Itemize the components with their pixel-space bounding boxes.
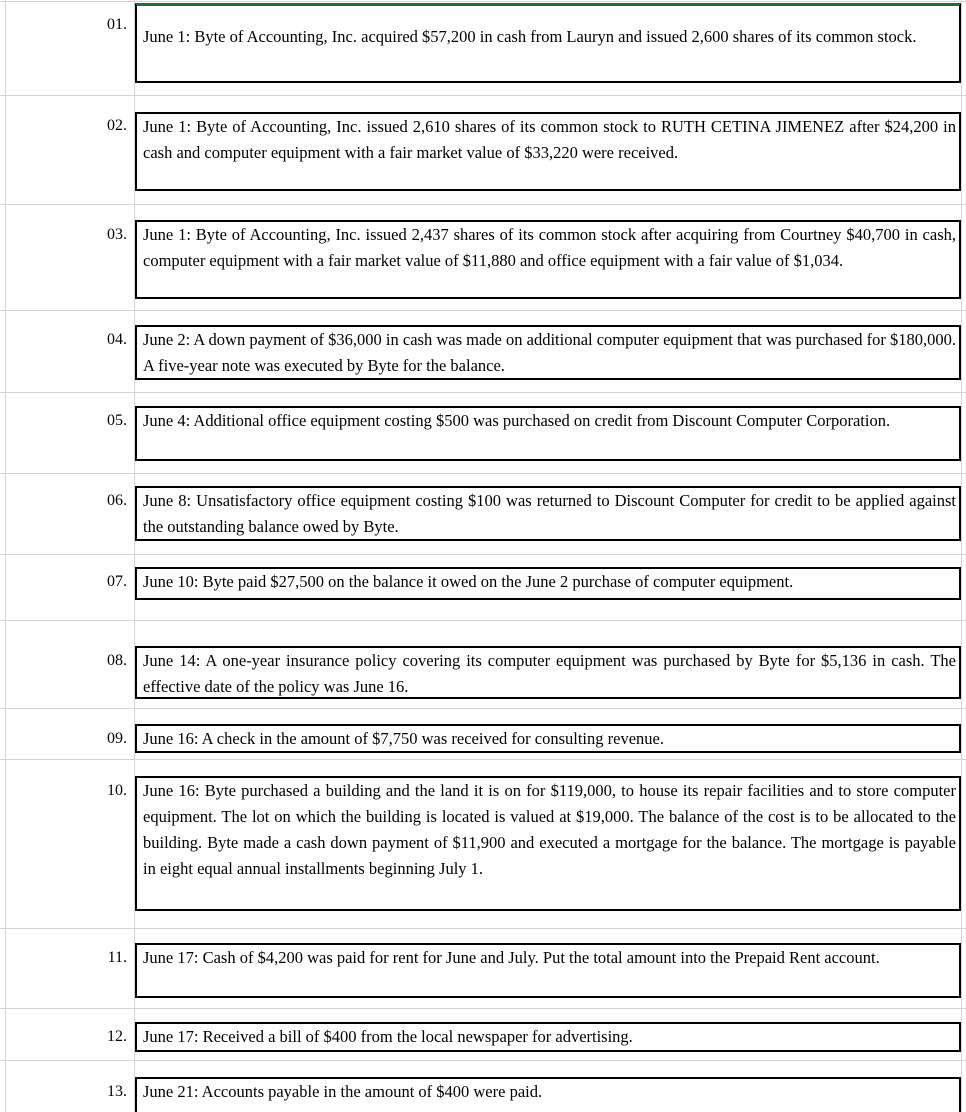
item-number: 11.	[107, 949, 127, 966]
item-text[interactable]: June 1: Byte of Accounting, Inc. issued 2,437 shares of its common stock after acquiring from Courtney $40,700 in cash, computer equipment with a fair market value of $11,880 and office equipment with a fair value of $1,034.	[135, 220, 961, 299]
item-text[interactable]: June 4: Additional office equipment costing $500 was purchased on credit from Discount Computer Corporation.	[135, 406, 961, 461]
grid-line	[5, 0, 6, 1112]
grid-line	[961, 0, 962, 1112]
item-text[interactable]: June 1: Byte of Accounting, Inc. issued 2,610 shares of its common stock to RUTH CETINA JIMENEZ after $24,200 in cash and computer equipment with a fair market value of $33,220 were received.	[135, 112, 961, 191]
item-text[interactable]: June 14: A one-year insurance policy covering its computer equipment was purchased by Byte for $5,136 in cash. The effective date of the policy was June 16.	[135, 646, 961, 699]
item-text[interactable]: June 8: Unsatisfactory office equipment costing $100 was returned to Discount Computer for credit to be applied against the outstanding balance owed by Byte.	[135, 486, 961, 541]
item-number: 07.	[107, 573, 127, 590]
grid-line	[0, 554, 966, 555]
item-number: 08.	[107, 652, 127, 669]
grid-line	[0, 310, 966, 311]
item-number: 01.	[107, 16, 127, 33]
grid-line	[0, 708, 966, 709]
grid-line	[0, 928, 966, 929]
grid-line	[0, 759, 966, 760]
item-text[interactable]: June 16: A check in the amount of $7,750 was received for consulting revenue.	[135, 724, 961, 753]
item-text[interactable]: June 1: Byte of Accounting, Inc. acquired $57,200 in cash from Lauryn and issued 2,600 shares of its common stock.	[135, 3, 961, 83]
item-text[interactable]: June 17: Received a bill of $400 from the local newspaper for advertising.	[135, 1022, 961, 1052]
item-text[interactable]: June 10: Byte paid $27,500 on the balance it owed on the June 2 purchase of computer equipment.	[135, 567, 961, 600]
item-number: 02.	[107, 117, 127, 134]
grid-line	[0, 95, 966, 96]
item-text[interactable]: June 17: Cash of $4,200 was paid for rent for June and July. Put the total amount into the Prepaid Rent account.	[135, 943, 961, 998]
item-text[interactable]: June 21: Accounts payable in the amount of $400 were paid.	[135, 1077, 961, 1112]
item-number: 04.	[107, 331, 127, 348]
item-text[interactable]: June 2: A down payment of $36,000 in cash was made on additional computer equipment that was purchased for $180,000. A five-year note was executed by Byte for the balance.	[135, 325, 961, 380]
item-number: 05.	[107, 412, 127, 429]
item-number: 09.	[107, 730, 127, 747]
item-number: 13.	[107, 1083, 127, 1100]
grid-line	[0, 204, 966, 205]
item-number: 12.	[107, 1028, 127, 1045]
grid-line	[0, 1008, 966, 1009]
item-number: 06.	[107, 492, 127, 509]
item-text[interactable]: June 16: Byte purchased a building and the land it is on for $119,000, to house its repair facilities and to store computer equipment. The lot on which the building is located is valued at $19,000. The balance of the cost is to be allocated to the building. Byte made a cash down payment of $11,900 and executed a mortgage for the balance. The mortgage is payable in eight equal annual installments beginning July 1.	[135, 776, 961, 911]
grid-line	[0, 473, 966, 474]
grid-line	[0, 620, 966, 621]
item-number: 03.	[107, 226, 127, 243]
grid-line	[0, 392, 966, 393]
grid-line	[0, 1060, 966, 1061]
grid-line	[0, 1, 966, 2]
item-number: 10.	[107, 782, 127, 799]
